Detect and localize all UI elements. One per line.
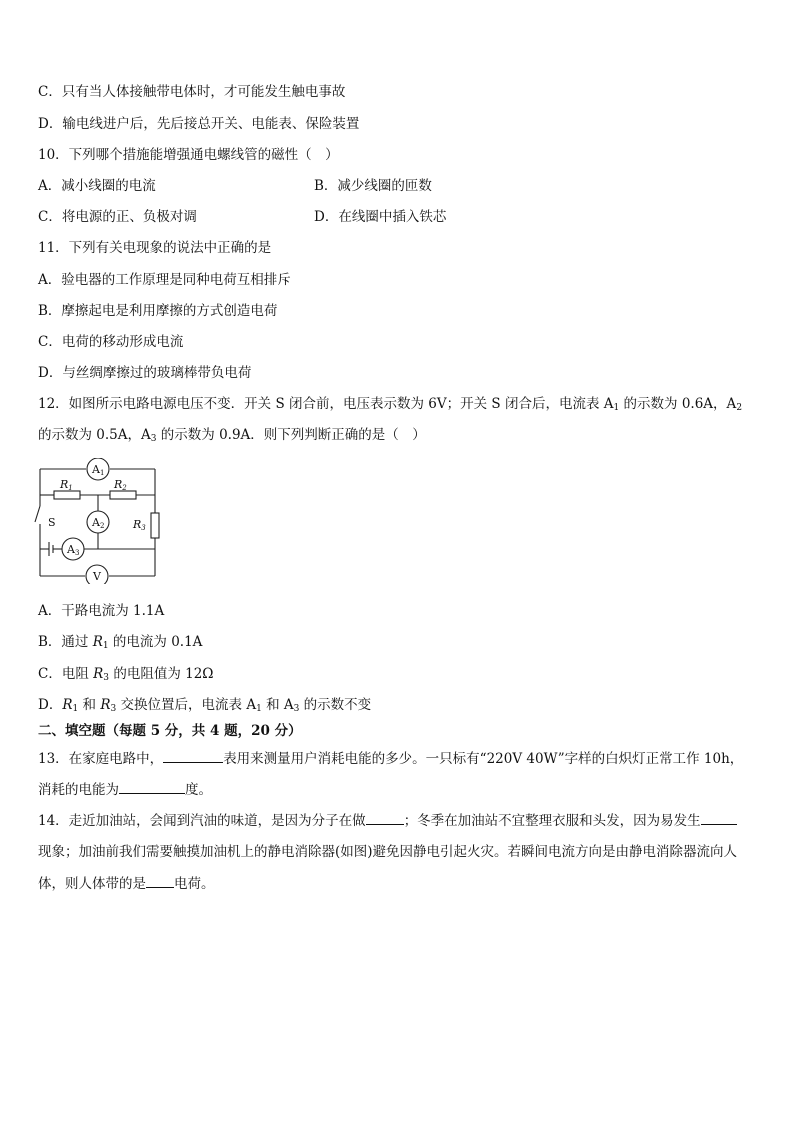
q10-option-a: A．减小线圈的电流	[38, 178, 156, 194]
blank-14-2[interactable]	[701, 810, 737, 825]
question-13-line-2: 消耗的电能为 度。	[38, 779, 212, 800]
blank-14-3[interactable]	[146, 873, 174, 888]
switch-label: S	[48, 516, 56, 529]
section-2-heading: 二、填空题（每题 5 分，共 4 题，20 分）	[38, 723, 302, 739]
q12-option-b: B．通过 $R_1$ 的电流为 0.1A	[38, 634, 203, 651]
q10-option-c: C．将电源的正、负极对调	[38, 209, 197, 225]
r3-label: R3	[133, 518, 146, 532]
blank-14-1[interactable]	[366, 810, 404, 825]
question-14-line-3: 体，则人体带的是 电荷。	[38, 873, 215, 894]
q12-option-c: C．电阻 $R_3$ 的电阻值为 12Ω	[38, 666, 214, 683]
v-label: V	[93, 570, 101, 583]
question-13-line-1: 13．在家庭电路中， 表用来测量用户消耗电能的多少。一只标有“220V 40W”字样的白炽灯正常工作 10h，	[38, 748, 743, 769]
q12-option-a: A．干路电流为 1.1A	[38, 603, 165, 619]
blank-13-2[interactable]	[119, 779, 185, 794]
option-d-safety: D．输电线进户后，先后接总开关、电能表、保险装置	[38, 116, 360, 132]
q11-option-d: D．与丝绸摩擦过的玻璃棒带负电荷	[38, 365, 252, 381]
question-12-line-2: 的示数为 0.5A，$A_3$ 的示数为 0.9A．则下列判断正确的是（ ）	[38, 427, 426, 444]
q10-option-b: B．减少线圈的匝数	[314, 178, 432, 194]
a3-label: A3	[67, 543, 80, 557]
a1-label: A1	[92, 463, 105, 477]
question-11: 11．下列有关电现象的说法中正确的是	[38, 240, 272, 256]
q11-option-a: A．验电器的工作原理是同种电荷互相排斥	[38, 272, 291, 288]
r1-label: R1	[60, 478, 73, 492]
question-10: 10．下列哪个措施能增强通电螺线管的磁性（ ）	[38, 147, 339, 163]
q11-option-b: B．摩擦起电是利用摩擦的方式创造电荷	[38, 303, 278, 319]
circuit-diagram	[34, 458, 164, 584]
a2-label: A2	[92, 516, 105, 530]
q10-option-d: D．在线圈中插入铁芯	[314, 209, 447, 225]
option-c-safety: C．只有当人体接触带电体时，才可能发生触电事故	[38, 84, 346, 100]
question-14-line-2: 现象；加油前我们需要触摸加油机上的静电消除器(如图)避免因静电引起火灾。若瞬间电流方向是由静电消除器流向人	[38, 844, 738, 860]
question-14-line-1: 14．走近加油站，会闻到汽油的味道，是因为分子在做 ；冬季在加油站不宜整理衣服和头发，因为易发生	[38, 810, 737, 831]
q12-option-d: D．$R_1$ 和 $R_3$ 交换位置后，电流表 $A_1$ 和 $A_3$ 的示数不变	[38, 697, 372, 714]
question-12-line-1: 12．如图所示电路电源电压不变．开关 S 闭合前，电压表示数为 6V；开关 S 闭合后，电流表 $A_1$ 的示数为 0.6A，$A_2$	[38, 396, 743, 413]
q11-option-c: C．电荷的移动形成电流	[38, 334, 184, 350]
r2-label: R2	[114, 478, 127, 492]
blank-13-1[interactable]	[163, 748, 223, 763]
